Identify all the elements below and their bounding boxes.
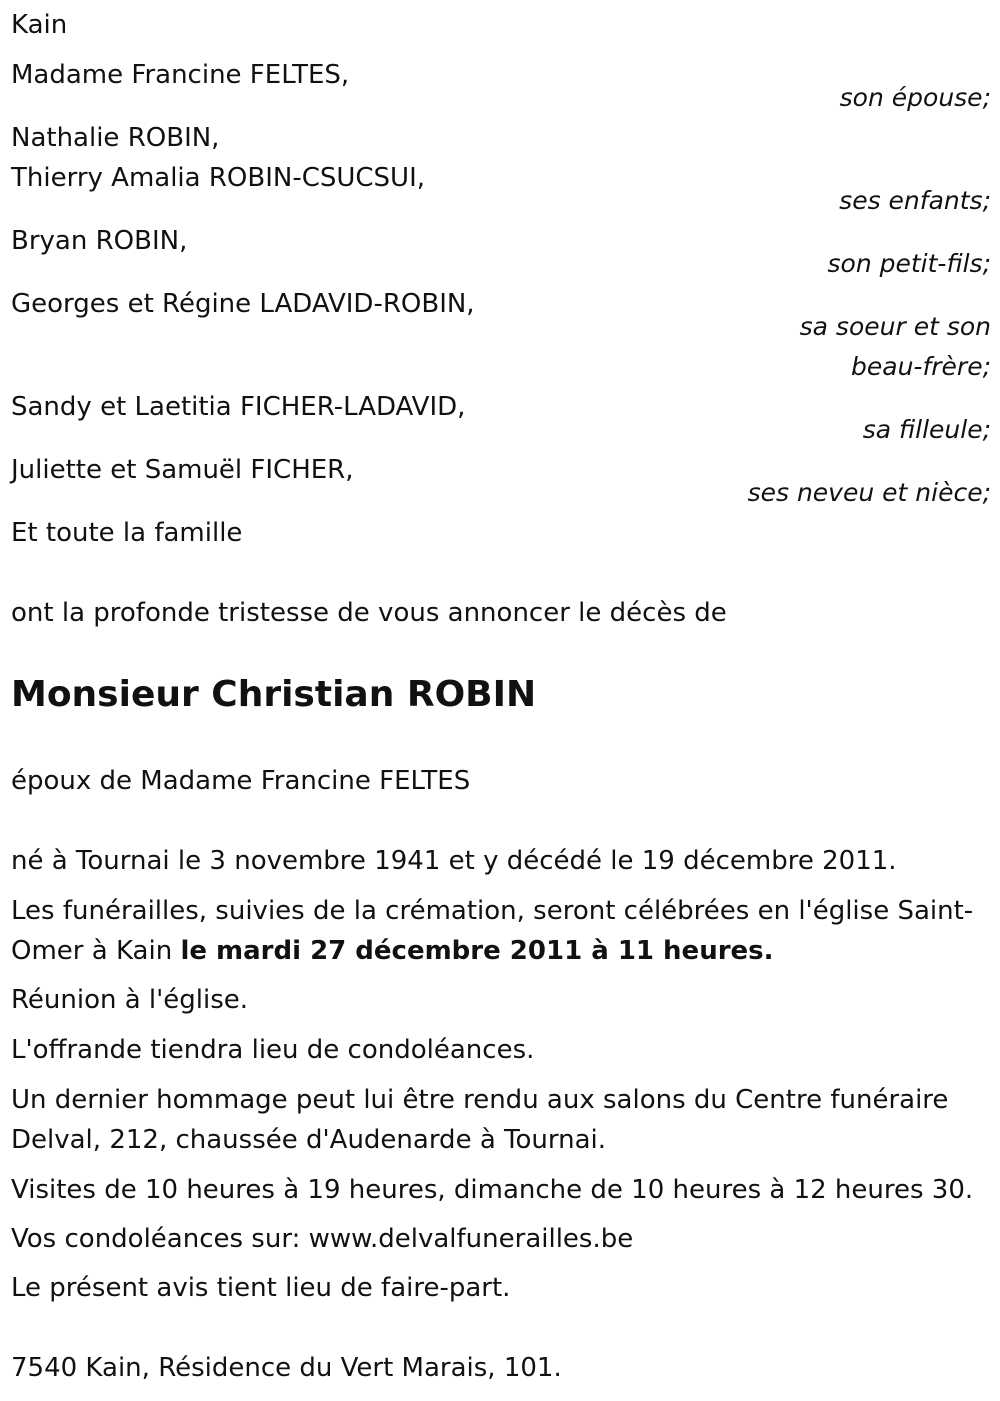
address: 7540 Kain, Résidence du Vert Marais, 101. — [11, 1353, 562, 1383]
spouse-line: époux de Madame Francine FELTES — [11, 766, 471, 796]
funeral-date: le mardi 27 décembre 2011 à 11 heures. — [180, 936, 774, 966]
homage: Un dernier hommage peut lui être rendu aux salons du Centre funéraire Delval, 212, chaussée d'Audenarde à Tournai. — [11, 1085, 949, 1155]
funeral-text: Les funérailles, suivies de la crémation, seront célébrées en l'église Saint-Omer à Kain — [11, 896, 974, 966]
relation-goddaughter: sa filleule; — [862, 415, 991, 444]
reunion: Réunion à l'église. — [11, 985, 249, 1015]
family-member-nephew-niece: Juliette et Samuël FICHER, — [11, 455, 354, 485]
relation-sister-line-1: sa soeur et son — [799, 312, 991, 341]
family-member-child-1: Nathalie ROBIN, — [11, 123, 220, 153]
closing-family: Et toute la famille — [11, 518, 243, 548]
relation-sister-line-2: beau-frère; — [851, 352, 991, 381]
birth-death: né à Tournai le 3 novembre 1941 et y décédé le 19 décembre 2011. — [11, 846, 897, 876]
funeral-info — [11, 891, 996, 971]
offering: L'offrande tiendra lieu de condoléances. — [11, 1035, 535, 1065]
family-member-child-2: Thierry Amalia ROBIN-CSUCSUI, — [11, 163, 426, 193]
announcement: ont la profonde tristesse de vous annoncer le décès de — [11, 598, 727, 628]
condolences: Vos condoléances sur: www.delvalfunerailles.be — [11, 1224, 634, 1254]
family-member-spouse: Madame Francine FELTES, — [11, 60, 350, 90]
visits: Visites de 10 heures à 19 heures, dimanche de 10 heures à 12 heures 30. — [11, 1175, 974, 1205]
family-member-grandson: Bryan ROBIN, — [11, 226, 188, 256]
family-member-sister: Georges et Régine LADAVID-ROBIN, — [11, 289, 475, 319]
relation-children: ses enfants; — [839, 186, 991, 215]
deceased-name: Monsieur Christian ROBIN — [11, 674, 537, 715]
relation-nephew-niece: ses neveu et nièce; — [747, 478, 991, 507]
relation-grandson: son petit-fils; — [827, 249, 991, 278]
obituary-notice — [11, 0, 991, 1401]
relation-spouse: son épouse; — [839, 83, 991, 112]
place-name: Kain — [11, 10, 68, 40]
family-member-goddaughter: Sandy et Laetitia FICHER-LADAVID, — [11, 392, 466, 422]
notice: Le présent avis tient lieu de faire-part. — [11, 1273, 511, 1303]
